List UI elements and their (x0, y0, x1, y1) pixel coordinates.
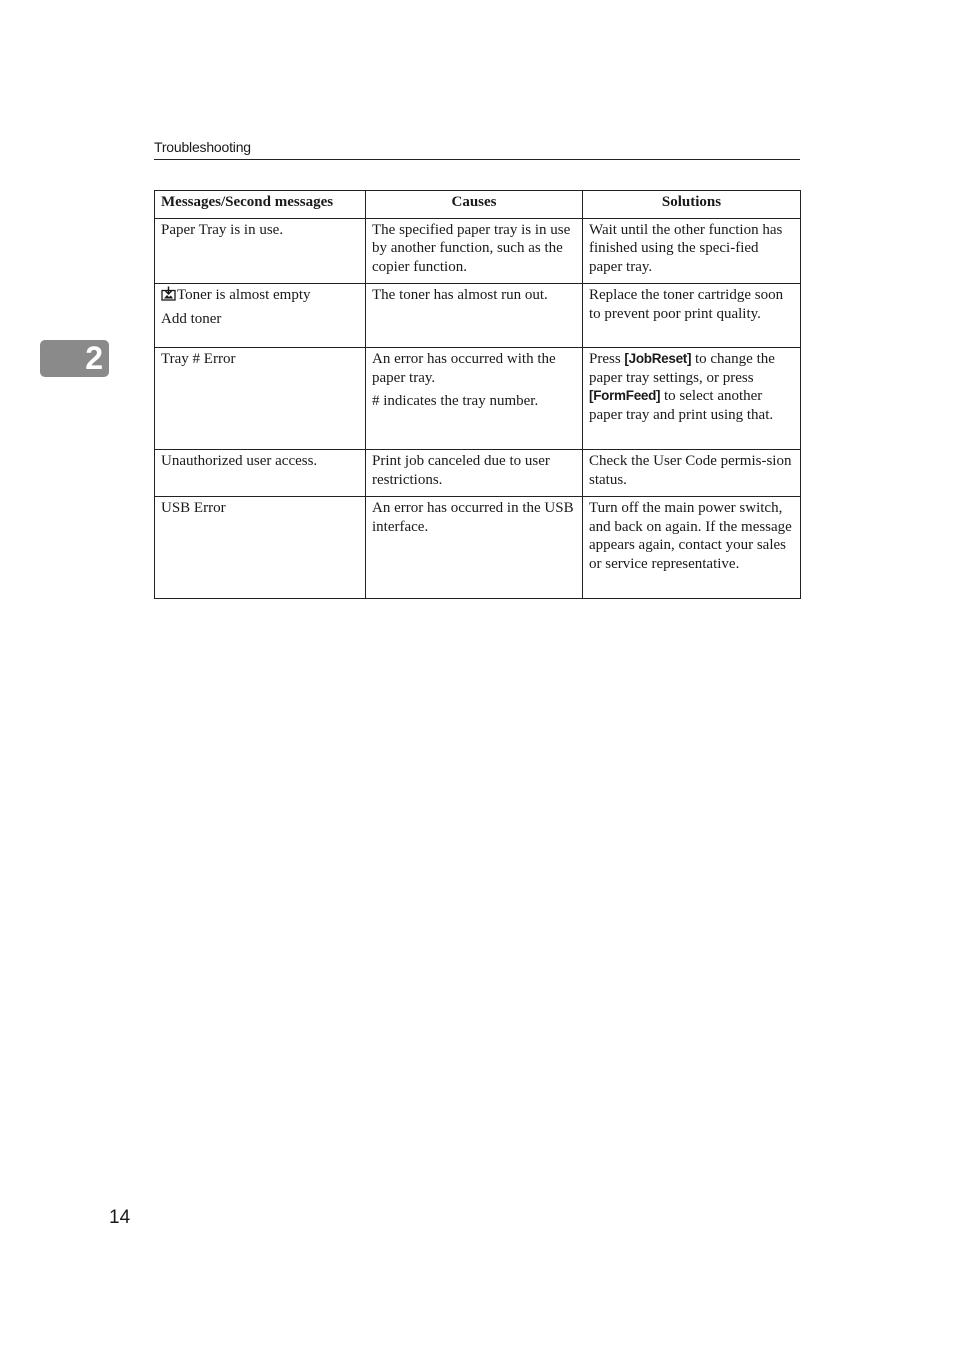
troubleshooting-table (154, 190, 801, 599)
solution-cell (583, 348, 801, 450)
column-header-messages: Messages/Second messages (155, 191, 366, 219)
chapter-tab (40, 340, 109, 377)
table-row (155, 450, 801, 497)
message-cell: USB Error (155, 497, 366, 599)
message-primary (161, 286, 359, 305)
column-header-causes: Causes (366, 191, 583, 219)
table-row (155, 284, 801, 348)
cause-cell: Print job canceled due to user restrictions. (366, 450, 583, 497)
toner-low-icon (161, 286, 176, 301)
table-row (155, 218, 801, 284)
table-row (155, 348, 801, 450)
solution-cell: Wait until the other function has finished using the speci-fied paper tray. (583, 218, 801, 284)
page-number: 14 (109, 1207, 131, 1228)
message-cell (155, 284, 366, 348)
solution-text-post: to select another paper tray and print using that. (589, 388, 774, 423)
section-title: Troubleshooting (154, 139, 251, 155)
chapter-number: 2 (85, 340, 103, 376)
cause-cell: An error has occurred in the USB interface. (366, 497, 583, 599)
message-cell: Paper Tray is in use. (155, 218, 366, 284)
message-text: Toner is almost empty (177, 287, 311, 303)
jobreset-key-label: [JobReset] (624, 351, 692, 366)
cause-cell: The toner has almost run out. (366, 284, 583, 348)
solution-text-pre: Press (589, 351, 625, 367)
cause-cell (366, 348, 583, 450)
table-header-row (155, 191, 801, 219)
table-row (155, 497, 801, 599)
formfeed-key-label: [FormFeed] (589, 388, 661, 403)
message-cell: Unauthorized user access. (155, 450, 366, 497)
message-second: Add toner (161, 310, 222, 327)
message-cell: Tray # Error (155, 348, 366, 450)
cause-text: An error has occurred with the paper tray. (372, 351, 556, 386)
column-header-solutions: Solutions (583, 191, 801, 219)
solution-cell: Turn off the main power switch, and back on again. If the message appears again, contact your sales or service representative. (583, 497, 801, 599)
solution-cell: Replace the toner cartridge soon to prevent poor print quality. (583, 284, 801, 348)
cause-cell: The specified paper tray is in use by another function, such as the copier function. (366, 218, 583, 284)
running-header (154, 138, 800, 160)
solution-cell: Check the User Code permis-sion status. (583, 450, 801, 497)
cause-note: # indicates the tray number. (372, 393, 539, 409)
solution-text-mid: to change the paper tray settings, or press (589, 351, 775, 386)
